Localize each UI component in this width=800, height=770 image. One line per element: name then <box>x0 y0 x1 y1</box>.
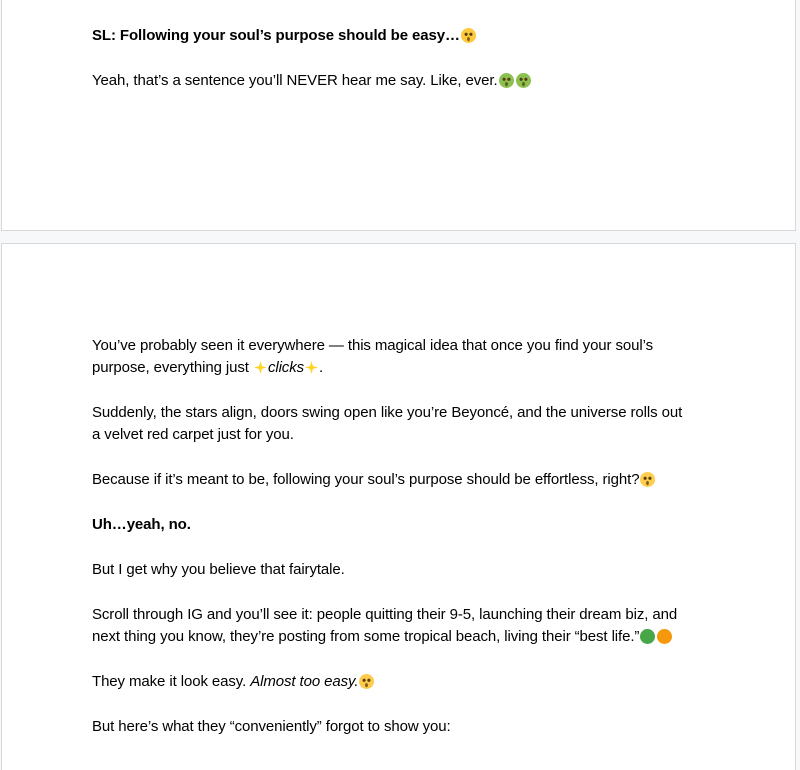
paragraph <box>92 604 693 648</box>
paragraph <box>92 716 693 738</box>
page-1-content <box>92 25 693 92</box>
text-run: Because if it’s meant to be, following your soul’s purpose should be effortless, right? <box>92 471 640 488</box>
text-run: Yeah, that’s a sentence you’ll NEVER hear me say. Like, ever. <box>92 72 498 89</box>
text-run: But here’s what they “conveniently” forgot to show you: <box>92 718 451 735</box>
text-run: clicks <box>267 359 305 376</box>
text-run: Suddenly, the stars align, doors swing open like you’re Beyoncé, and the universe rolls out a velvet red carpet just for you. <box>92 404 683 443</box>
paragraph <box>92 25 693 47</box>
paragraph <box>92 469 693 491</box>
sparkles-emoji <box>254 361 267 374</box>
text-run: SL: Following your soul’s purpose should be easy… <box>92 27 460 44</box>
text-run: They make it look easy. <box>92 673 251 690</box>
text-run: Scroll through IG and you’ll see it: people quitting their 9-5, launching their dream biz, and next thing you know, they’re posting from some tropical beach, living their “best life.” <box>92 606 678 645</box>
sparkles-emoji <box>305 361 318 374</box>
slightly-smiling-face-emoji <box>640 472 655 487</box>
page-2-content <box>92 335 693 738</box>
document-page-1[interactable] <box>1 0 796 231</box>
paragraph <box>92 514 693 536</box>
text-run: You’ve probably seen it everywhere — this magical idea that once you find your soul’s purpose, everything just <box>92 337 653 376</box>
paragraph <box>92 335 693 379</box>
palm-tree-emoji <box>640 629 655 644</box>
text-run: But I get why you believe that fairytale. <box>92 561 345 578</box>
paragraph <box>92 70 693 92</box>
text-run: Almost too easy. <box>250 673 359 690</box>
paragraph <box>92 671 693 693</box>
paragraph <box>92 402 693 446</box>
nauseated-face-emoji <box>499 73 514 88</box>
document-page-2[interactable] <box>1 243 796 770</box>
tropical-drink-emoji <box>657 629 672 644</box>
paragraph <box>92 559 693 581</box>
text-run: . <box>319 359 324 376</box>
nauseated-face-emoji <box>516 73 531 88</box>
flushed-face-emoji <box>461 28 476 43</box>
text-run: Uh…yeah, no. <box>92 516 191 533</box>
thinking-face-emoji <box>359 674 374 689</box>
